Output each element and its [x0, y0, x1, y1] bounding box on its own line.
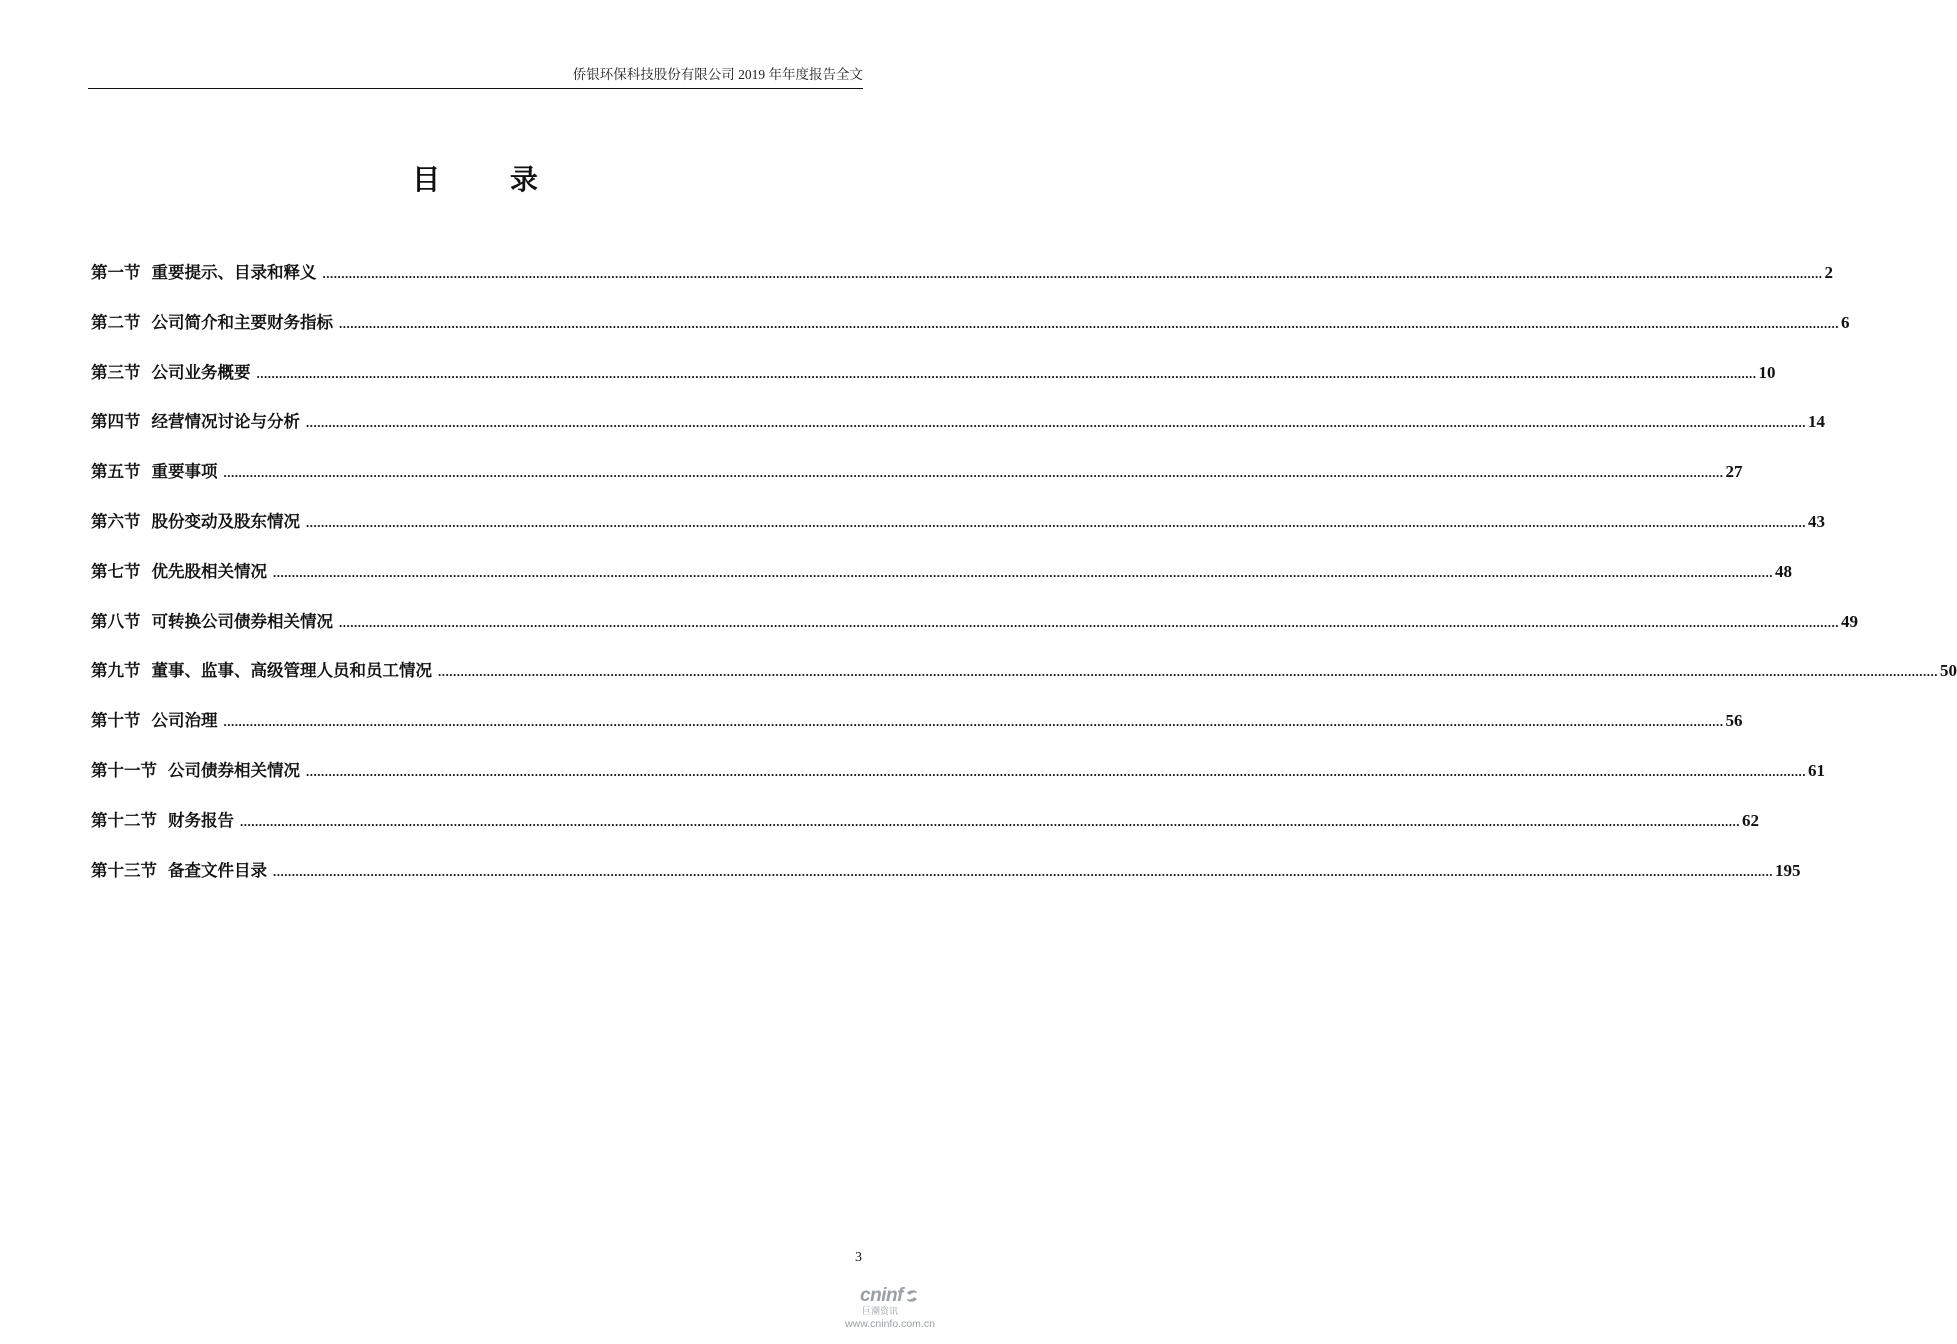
toc-section-number: 第一节	[91, 263, 141, 282]
toc-section-title: 公司债券相关情况	[168, 760, 300, 780]
toc-dot-leader: ................................................................................................................................................................................................................................................................................................................................................................................................................	[273, 564, 1773, 580]
running-header: 侨银环保科技股份有限公司 2019 年年度报告全文	[572, 67, 863, 82]
toc-section-title: 股份变动及股东情况	[151, 511, 300, 531]
toc-page-number: 195	[1775, 860, 1801, 880]
toc-dot-leader: ................................................................................................................................................................................................................................................................................................................................................................................................................	[223, 714, 1724, 730]
toc-section-title: 重要事项	[151, 462, 218, 482]
toc-entry[interactable]	[91, 707, 1743, 757]
toc-dot-leader: ................................................................................................................................................................................................................................................................................................................................................................................................................	[322, 266, 1823, 281]
toc-entry[interactable]	[91, 558, 1792, 608]
toc-entry[interactable]	[91, 309, 1850, 359]
toc-section-title: 备查文件目录	[168, 860, 267, 880]
watermark-swirl-icon	[904, 1288, 920, 1304]
toc-section-number: 第七节	[91, 561, 141, 581]
header-rule	[88, 88, 863, 89]
toc-section-title: 重要提示、目录和释义	[151, 263, 317, 282]
toc-dot-leader: ................................................................................................................................................................................................................................................................................................................................................................................................................	[438, 664, 1938, 680]
toc-section-title: 经营情况讨论与分析	[151, 412, 300, 432]
toc-section-title: 财务报告	[168, 810, 234, 830]
toc-section-title: 董事、监事、高级管理人员和员工情况	[151, 661, 432, 681]
toc-section-number: 第十三节	[91, 860, 157, 880]
toc-page-number: 14	[1808, 412, 1825, 432]
toc-section-number: 第二节	[91, 312, 141, 332]
toc-dot-leader: ................................................................................................................................................................................................................................................................................................................................................................................................................	[306, 514, 1806, 530]
watermark-brand-cn: 巨潮资讯	[862, 1307, 899, 1317]
toc-dot-leader: ................................................................................................................................................................................................................................................................................................................................................................................................................	[339, 315, 1839, 331]
toc-entry[interactable]	[91, 458, 1743, 508]
toc-dot-leader: ................................................................................................................................................................................................................................................................................................................................................................................................................	[273, 863, 1773, 879]
page-number: 3	[855, 1250, 862, 1265]
watermark-brand: cninf	[860, 1285, 903, 1306]
toc-section-title: 公司简介和主要财务指标	[151, 312, 333, 332]
toc-section-number: 第十二节	[91, 810, 157, 830]
toc-section-number: 第六节	[91, 511, 141, 531]
toc-page-number: 50	[1940, 661, 1957, 681]
toc-page-number: 10	[1758, 362, 1776, 382]
toc-section-number: 第十一节	[91, 760, 157, 780]
toc-section-title: 公司业务概要	[151, 362, 251, 382]
toc-entry[interactable]	[91, 807, 1759, 857]
toc-page-number: 27	[1725, 462, 1743, 482]
toc-section-title: 优先股相关情况	[151, 561, 267, 581]
toc-page-number: 2	[1824, 263, 1833, 282]
toc-page-number: 48	[1775, 561, 1792, 581]
toc-page-number: 43	[1808, 511, 1825, 531]
watermark-url: www.cninfo.com.cn	[845, 1318, 935, 1330]
toc-entry[interactable]	[91, 359, 1776, 409]
toc-entry[interactable]	[91, 757, 1825, 807]
toc-entry[interactable]	[91, 657, 1957, 707]
page-title: 目 录	[412, 163, 568, 196]
toc-dot-leader: ................................................................................................................................................................................................................................................................................................................................................................................................................	[339, 614, 1839, 630]
watermark-logo	[836, 1285, 944, 1307]
toc-section-title: 可转换公司债券相关情况	[151, 611, 333, 631]
toc-dot-leader: ................................................................................................................................................................................................................................................................................................................................................................................................................	[240, 813, 1740, 829]
toc-section-number: 第四节	[91, 412, 141, 432]
toc-section-number: 第八节	[91, 611, 141, 631]
toc-entry[interactable]	[91, 508, 1825, 558]
toc-section-title: 公司治理	[151, 711, 218, 731]
toc-dot-leader: ................................................................................................................................................................................................................................................................................................................................................................................................................	[306, 415, 1806, 431]
toc-section-number: 第五节	[91, 462, 141, 482]
toc-page-number: 6	[1841, 312, 1850, 332]
toc-dot-leader: ................................................................................................................................................................................................................................................................................................................................................................................................................	[306, 763, 1806, 779]
toc-section-number: 第三节	[91, 362, 141, 382]
toc-entry[interactable]	[91, 857, 1801, 907]
toc-entry[interactable]	[91, 408, 1825, 458]
toc-section-number: 第九节	[91, 661, 141, 681]
toc-page-number: 61	[1808, 760, 1825, 780]
toc-section-number: 第十节	[91, 711, 141, 731]
toc-page-number: 49	[1841, 611, 1858, 631]
toc-entry[interactable]	[91, 608, 1858, 658]
toc-page-number: 62	[1742, 810, 1759, 830]
toc-page-number: 56	[1725, 711, 1743, 731]
toc-entry[interactable]	[91, 259, 1833, 309]
cninfo-watermark	[836, 1285, 944, 1335]
table-of-contents	[91, 259, 1957, 906]
toc-dot-leader: ................................................................................................................................................................................................................................................................................................................................................................................................................	[223, 465, 1724, 481]
toc-dot-leader: ................................................................................................................................................................................................................................................................................................................................................................................................................	[256, 365, 1757, 381]
